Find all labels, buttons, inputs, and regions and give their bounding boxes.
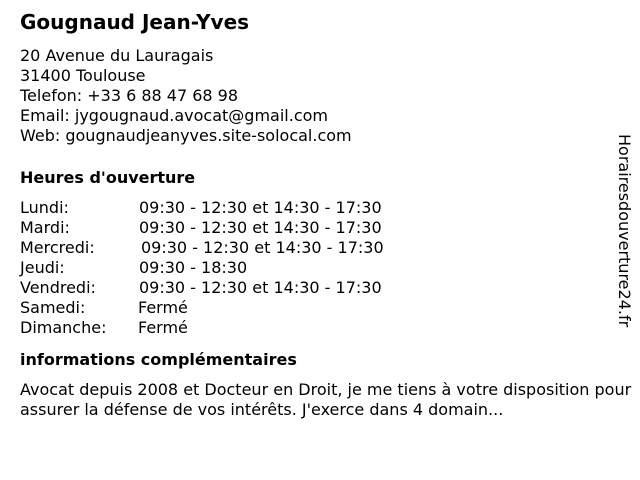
business-name: Gougnaud Jean-Yves [20,10,250,34]
day-label: Mardi: [20,218,70,237]
hours-row-wednesday [20,238,632,258]
hours-row-sunday [20,318,632,338]
site-watermark: Horairesdouverture24.fr [615,134,634,328]
hours-row-saturday [20,298,632,318]
opening-hours-title: Heures d'ouverture [20,168,196,187]
web-line[interactable]: Web: gougnaudjeanyves.site-solocal.com [20,126,352,145]
business-card [20,8,632,420]
opening-hours-table [20,198,632,338]
hours-row-thursday [20,258,632,278]
email-line[interactable]: Email: jygougnaud.avocat@gmail.com [20,106,328,125]
hours-value: 09:30 - 12:30 et 14:30 - 17:30 [139,278,382,297]
day-label: Samedi: [20,298,86,317]
additional-info-text: Avocat depuis 2008 et Docteur en Droit, je me tiens à votre disposition pour assurer la défense de vos intérêts. J'exerce dans 4 domain... [20,380,632,419]
hours-row-tuesday [20,218,632,238]
hours-value: 09:30 - 18:30 [139,258,248,277]
hours-value: Fermé [138,318,188,337]
hours-value: 09:30 - 12:30 et 14:30 - 17:30 [141,238,384,257]
day-label: Jeudi: [20,258,65,277]
day-label: Lundi: [20,198,69,217]
hours-row-monday [20,198,632,218]
phone-line[interactable]: Telefon: +33 6 88 47 68 98 [20,86,239,105]
hours-row-friday [20,278,632,298]
hours-value: 09:30 - 12:30 et 14:30 - 17:30 [139,198,382,217]
address-street: 20 Avenue du Lauragais [20,46,214,65]
additional-info-title: informations complémentaires [20,350,297,369]
contact-block [20,46,632,146]
hours-value: Fermé [138,298,188,317]
day-label: Mercredi: [20,238,95,257]
hours-value: 09:30 - 12:30 et 14:30 - 17:30 [139,218,382,237]
day-label: Dimanche: [20,318,107,337]
address-city: 31400 Toulouse [20,66,146,85]
day-label: Vendredi: [20,278,96,297]
